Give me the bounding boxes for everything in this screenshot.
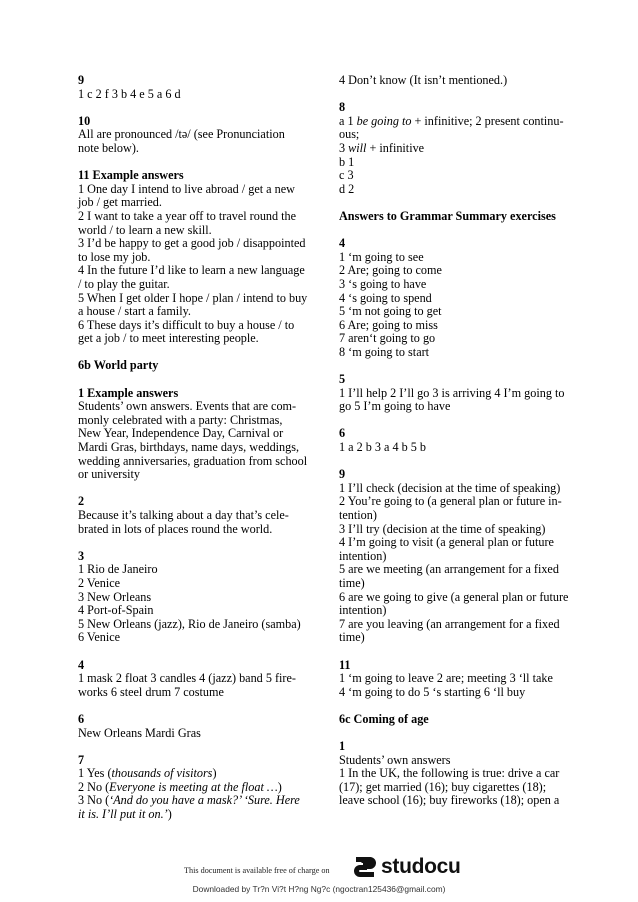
answer-line: 3 No (‘And do you have a mask?’ ‘Sure. Here (78, 793, 300, 808)
answer-line: it is. I’ll put it on.’) (78, 807, 172, 822)
answer-line: 6 Are; going to miss (339, 317, 438, 332)
section-heading: 2 (78, 494, 85, 509)
answer-line: 2 I want to take a year off to travel round the (78, 208, 297, 223)
answer-line: to lose my job. (78, 249, 151, 264)
studocu-logo-icon (352, 854, 378, 880)
left-column (78, 74, 306, 822)
answer-line: 1 c 2 f 3 b 4 e 5 a 6 d (78, 86, 181, 101)
unit-heading: 6c Coming of age (339, 711, 429, 726)
answer-line: brated in lots of places round the world. (78, 521, 273, 536)
answer-line: 2 No (Everyone is meeting at the float …) (78, 779, 282, 794)
section-heading: 7 (78, 752, 85, 767)
answer-line: 5 When I get older I hope / plan / intend to buy (78, 290, 308, 305)
answer-line: 1 ‘m going to leave 2 are; meeting 3 ‘ll take (339, 671, 553, 686)
section-heading: 1 (339, 739, 346, 754)
answer-lines (78, 509, 306, 536)
answer-line: 2 Are; going to come (339, 263, 442, 278)
answer-line: New Orleans Mardi Gras (78, 725, 201, 740)
answer-lines (78, 88, 306, 102)
answer-line: 1 In the UK, the following is true: drive a car (339, 766, 560, 781)
answer-line: time) (339, 630, 365, 645)
answer-line: 3 ‘s going to have (339, 276, 427, 291)
answer-line: 6 Venice (78, 630, 121, 645)
section-heading: 5 (339, 372, 346, 387)
answer-lines (339, 672, 567, 699)
answer-line: works 6 steel drum 7 costume (78, 684, 224, 699)
answer-line: 8 ‘m going to start (339, 344, 430, 359)
answer-line: 4 Don’t know (It isn’t mentioned.) (339, 73, 508, 87)
answer-lines (78, 563, 306, 645)
answer-line: note below). (78, 140, 139, 155)
answer-line: a 1 be going to + infinitive; 2 present continu- (339, 113, 564, 128)
answer-line: d 2 (339, 181, 355, 196)
answer-line: 1 One day I intend to live abroad / get a new (78, 181, 295, 196)
answer-line: job / get married. (78, 195, 162, 210)
answer-line: Students’ own answers. Events that are com- (78, 399, 297, 414)
section-heading: 9 (78, 73, 85, 87)
answer-line: 5 are we meeting (an arrangement for a fixed (339, 562, 559, 577)
answer-line: (17); get married (16); buy cigarettes (18); (339, 779, 547, 794)
studocu-wordmark: studocu (381, 855, 461, 878)
answer-lines (339, 251, 567, 360)
section-heading: 11 (339, 657, 351, 672)
answer-line: Mardi Gras, birthdays, name days, weddings, (78, 440, 300, 455)
answer-line: a house / start a family. (78, 304, 191, 319)
answer-line: tention) (339, 508, 377, 522)
answer-line: ous; (339, 127, 360, 142)
answer-line: 4 ‘m going to do 5 ‘s starting 6 ‘ll buy (339, 684, 526, 699)
answer-line: 3 New Orleans (78, 589, 152, 604)
answer-line: 1 Rio de Janeiro (78, 562, 158, 577)
answer-line: time) (339, 575, 365, 590)
answer-line: 4 ‘s going to spend (339, 290, 432, 305)
answer-line: get a job / to meet interesting people. (78, 331, 259, 346)
answer-line: 1 ‘m going to see (339, 249, 424, 264)
answer-line: 3 I’d be happy to get a good job / disappointed (78, 236, 306, 251)
answer-line: 1 Yes (thousands of visitors) (78, 766, 217, 781)
section-heading: 3 (78, 548, 85, 563)
answer-line: 6 are we going to give (a general plan or future (339, 589, 569, 604)
unit-heading: 6b World party (78, 358, 159, 373)
studocu-logo[interactable] (352, 854, 461, 880)
answer-lines (78, 400, 306, 482)
answer-line: monly celebrated with a party: Christmas, (78, 412, 283, 427)
answer-lines (339, 482, 567, 645)
answer-line: 1 I’ll check (decision at the time of speaking) (339, 480, 561, 495)
section-heading: 9 (339, 467, 346, 482)
answer-line: 7 are you leaving (an arrangement for a fixed (339, 616, 560, 631)
answer-line: New Year, Independence Day, Carnival or (78, 426, 284, 441)
answer-line: 1 I’ll help 2 I’ll go 3 is arriving 4 I’m going to (339, 385, 565, 400)
section-heading: 6 (339, 426, 346, 441)
answer-line: 2 Venice (78, 575, 121, 590)
answer-line: / to play the guitar. (78, 276, 170, 291)
answer-line: All are pronounced /tə/ (see Pronunciation (78, 127, 285, 142)
availability-note: This document is available free of charge on (184, 866, 330, 875)
answer-line: Students’ own answers (339, 752, 451, 767)
answer-line: 3 will + infinitive (339, 140, 425, 155)
answer-line: 3 I’ll try (decision at the time of speaking) (339, 521, 546, 536)
answer-line: 1 a 2 b 3 a 4 b 5 b (339, 440, 426, 455)
answer-lines (78, 128, 306, 155)
answer-line: 1 mask 2 float 3 candles 4 (jazz) band 5 fire- (78, 671, 296, 686)
answer-line: wedding anniversaries, graduation from school (78, 453, 308, 468)
grammar-summary-heading: Answers to Grammar Summary exercises (339, 208, 556, 223)
section-heading: 8 (339, 100, 346, 115)
answer-lines (78, 672, 306, 699)
section-heading: 1 Example answers (78, 385, 179, 400)
answer-line: 4 I’m going to visit (a general plan or future (339, 535, 554, 550)
answer-line: 4 Port-of-Spain (78, 603, 154, 618)
answer-lines (78, 727, 306, 741)
answer-line: 7 aren‘t going to go (339, 331, 436, 346)
answer-line: b 1 (339, 154, 355, 169)
answer-line: go 5 I’m going to have (339, 399, 451, 414)
answer-line: 5 New Orleans (jazz), Rio de Janeiro (samba) (78, 616, 301, 631)
answer-lines (339, 387, 567, 414)
answer-lines (339, 754, 567, 808)
answer-lines (78, 183, 306, 346)
answer-line: intention) (339, 548, 387, 563)
answer-line: 2 You’re going to (a general plan or future in- (339, 494, 562, 509)
section-heading: 10 (78, 113, 91, 128)
section-heading: 6 (78, 711, 85, 726)
answer-line: world / to learn a new skill. (78, 222, 212, 237)
download-note: Downloaded by Tr?n Vi?t H?ng Ng?c (ngoctran125436@gmail.com) (192, 884, 446, 894)
right-column (339, 74, 567, 808)
section-heading: 4 (339, 236, 346, 251)
section-heading: 11 Example answers (78, 168, 184, 183)
answer-line: leave school (16); buy fireworks (18); open a (339, 793, 560, 808)
section-heading: 4 (78, 657, 85, 672)
answer-line: 6 These days it’s difficult to buy a house / to (78, 317, 295, 332)
answer-line: intention) (339, 603, 387, 618)
answer-line: 4 In the future I’d like to learn a new language (78, 263, 305, 278)
answer-lines (339, 441, 567, 455)
answer-line: c 3 (339, 168, 354, 183)
answer-line: or university (78, 467, 140, 482)
answer-line: 5 ‘m not going to get (339, 304, 442, 319)
answer-line: Because it’s talking about a day that’s cele- (78, 508, 289, 522)
